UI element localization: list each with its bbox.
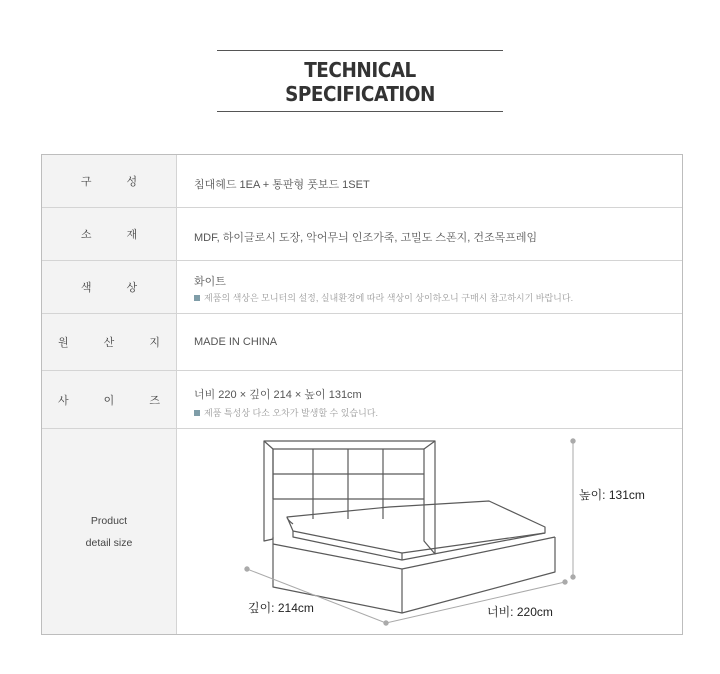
- bed-base: [273, 537, 555, 613]
- row-note: [194, 291, 573, 304]
- title-bottom-rule: [217, 111, 503, 112]
- row-label: 구 성: [42, 155, 177, 207]
- height-label: 높이: 131cm: [579, 488, 645, 502]
- row-value: 화이트: [194, 276, 226, 288]
- note-text: 제품 특성상 다소 오차가 발생할 수 있습니다.: [204, 408, 378, 418]
- bed-drawing: [264, 441, 555, 613]
- row-value: 너비 220 × 깊이 214 × 높이 131cm: [194, 389, 362, 401]
- spec-row-size: [42, 371, 682, 429]
- spec-row-composition: [42, 155, 682, 208]
- spec-table: [41, 154, 683, 635]
- row-label: 원 산 지: [42, 314, 177, 370]
- spec-row-origin: [42, 314, 682, 371]
- spec-title-block: [217, 50, 503, 112]
- row-label: 사 이 즈: [42, 371, 177, 428]
- row-note: [194, 406, 378, 419]
- headboard-bevel: [264, 441, 435, 449]
- mattress-top: [287, 501, 545, 553]
- row-value: MADE IN CHINA: [194, 336, 278, 348]
- row-label: 색 상: [42, 261, 177, 313]
- spec-row-material: [42, 208, 682, 261]
- bed-dimension-diagram: [177, 429, 682, 634]
- headboard-frame: [264, 441, 435, 554]
- width-label: 너비: 220cm: [487, 605, 553, 619]
- row-label: 소 재: [42, 208, 177, 260]
- product-label-line1: Product: [90, 514, 128, 527]
- row-label: [42, 429, 177, 634]
- note-marker-icon: [194, 410, 200, 416]
- note-marker-icon: [194, 295, 200, 301]
- row-value: 침대헤드 1EA + 통판형 풋보드 1SET: [194, 179, 370, 191]
- note-text: 제품의 색상은 모니터의 설정, 실내환경에 따라 색상이 상이하오니 구매시 참고하시기 바랍니다.: [204, 293, 574, 303]
- depth-label: 깊이: 214cm: [248, 601, 314, 615]
- spec-row-color: [42, 261, 682, 314]
- dimension-lines: [245, 439, 575, 625]
- product-label-line2: detail size: [85, 536, 133, 549]
- spec-row-product-size: [42, 429, 682, 634]
- page-title: TECHNICAL SPECIFICATION: [285, 58, 435, 106]
- row-value: MDF, 하이글로시 도장, 악어무늬 인조가죽, 고밀도 스폰지, 건조목프레임: [194, 232, 538, 244]
